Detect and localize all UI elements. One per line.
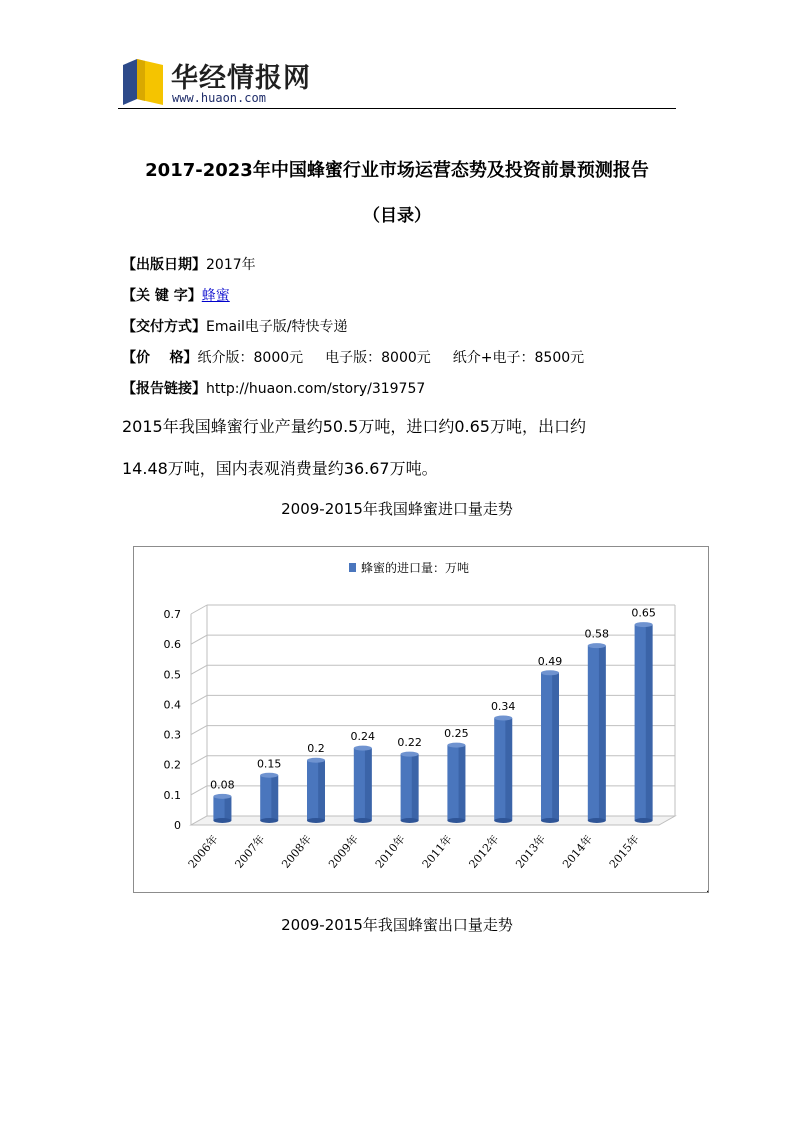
bar-bottom bbox=[635, 818, 653, 823]
gridline-side bbox=[191, 605, 207, 614]
x-tick-label: 2011年 bbox=[419, 832, 455, 871]
bar bbox=[588, 643, 606, 823]
data-label: 0.22 bbox=[397, 736, 422, 750]
data-label: 0.15 bbox=[256, 757, 282, 771]
bar-top bbox=[354, 746, 372, 751]
bar-shade bbox=[365, 748, 372, 820]
body-paragraph-line2: 14.48万吨，国内表观消费量约36.67万吨。 bbox=[122, 459, 438, 478]
bar-top bbox=[260, 773, 278, 778]
x-axis bbox=[185, 832, 642, 871]
y-tick-label: 0.2 bbox=[163, 758, 181, 772]
price-paper: 纸介版：8000元 bbox=[197, 350, 304, 366]
meta-keyword bbox=[122, 285, 230, 305]
meta-delivery-value: Email电子版/特快专递 bbox=[206, 319, 348, 335]
bar-top bbox=[307, 758, 325, 763]
y-tick-label: 0.4 bbox=[163, 698, 181, 712]
bar-shade bbox=[505, 718, 512, 820]
bar-shade bbox=[459, 745, 466, 820]
gridline-side bbox=[191, 665, 207, 674]
bar-shade bbox=[412, 754, 419, 820]
chart-corner-mark: . bbox=[706, 884, 710, 895]
bar-top bbox=[588, 643, 606, 648]
x-tick-label: 2012年 bbox=[466, 832, 502, 871]
y-tick-label: 0.6 bbox=[163, 638, 181, 652]
bar-top bbox=[447, 743, 465, 748]
bar-bottom bbox=[401, 818, 419, 823]
bar bbox=[494, 716, 512, 823]
bar-shade bbox=[271, 775, 278, 820]
import-chart-svg bbox=[134, 547, 708, 892]
gridline-side bbox=[191, 756, 207, 765]
meta-price bbox=[122, 347, 584, 367]
data-label: 0.49 bbox=[537, 654, 563, 668]
bar bbox=[541, 670, 559, 823]
y-tick-label: 0.1 bbox=[163, 788, 181, 802]
bar-bottom bbox=[213, 818, 231, 823]
meta-date-key: 【出版日期】 bbox=[122, 257, 206, 273]
price-bundle: 纸介+电子：8500元 bbox=[452, 350, 585, 366]
x-tick-label: 2006年 bbox=[185, 832, 221, 871]
legend-swatch bbox=[349, 563, 356, 572]
y-tick-label: 0.5 bbox=[163, 668, 181, 682]
bar-top bbox=[541, 670, 559, 675]
data-label: 0.25 bbox=[444, 727, 469, 741]
bar-top bbox=[401, 752, 419, 757]
report-subtitle: （目录） bbox=[363, 206, 431, 226]
x-tick-label: 2013年 bbox=[513, 832, 549, 871]
bar-bottom bbox=[447, 818, 465, 823]
bar-bottom bbox=[588, 818, 606, 823]
x-tick-label: 2014年 bbox=[560, 832, 596, 871]
meta-link-key: 【报告链接】 bbox=[122, 381, 206, 397]
y-tick-label: 0 bbox=[174, 819, 181, 832]
export-chart-caption: 2009-2015年我国蜂蜜出口量走势 bbox=[281, 916, 513, 934]
bar-bottom bbox=[541, 818, 559, 823]
logo-url: www.huaon.com bbox=[172, 91, 266, 105]
gridline-side bbox=[191, 695, 207, 704]
bar-shade bbox=[552, 673, 559, 821]
bar bbox=[260, 773, 278, 823]
meta-date bbox=[122, 254, 256, 274]
data-label: 0.08 bbox=[210, 778, 235, 792]
bar bbox=[307, 758, 325, 823]
import-chart-caption: 2009-2015年我国蜂蜜进口量走势 bbox=[281, 500, 513, 518]
meta-delivery bbox=[122, 316, 348, 336]
bar-series bbox=[213, 622, 652, 823]
bar-bottom bbox=[354, 818, 372, 823]
bar bbox=[354, 746, 372, 823]
x-tick-label: 2007年 bbox=[232, 832, 268, 871]
y-tick-label: 0.3 bbox=[163, 728, 181, 742]
x-tick-label: 2015年 bbox=[606, 832, 642, 871]
data-label: 0.34 bbox=[490, 700, 516, 714]
logo-icon bbox=[123, 59, 163, 105]
keyword-link[interactable]: 蜂蜜 bbox=[201, 288, 230, 304]
bar-bottom bbox=[260, 818, 278, 823]
meta-delivery-key: 【交付方式】 bbox=[122, 319, 206, 335]
import-chart bbox=[133, 546, 709, 893]
data-label: 0.24 bbox=[350, 730, 376, 744]
bar-shade bbox=[646, 625, 653, 821]
bar-shade bbox=[318, 760, 325, 820]
meta-keyword-key: 【关 键 字】 bbox=[122, 288, 202, 304]
data-label: 0.2 bbox=[307, 742, 325, 756]
y-axis bbox=[164, 608, 182, 832]
meta-link bbox=[122, 378, 425, 398]
x-tick-label: 2009年 bbox=[326, 832, 362, 871]
meta-date-value: 2017年 bbox=[206, 257, 256, 273]
price-electronic: 电子版：8000元 bbox=[325, 350, 431, 366]
bar bbox=[635, 622, 653, 823]
gridline-side bbox=[191, 635, 207, 644]
bar-top bbox=[635, 622, 653, 627]
chart-legend bbox=[349, 560, 469, 575]
meta-price-key: 【价 格】 bbox=[122, 350, 198, 366]
x-tick-label: 2010年 bbox=[372, 832, 408, 871]
body-paragraph-line1: 2015年我国蜂蜜行业产量约50.5万吨，进口约0.65万吨，出口约 bbox=[122, 417, 586, 436]
report-link[interactable]: http://huaon.com/story/319757 bbox=[206, 381, 426, 397]
legend-label: 蜂蜜的进口量：万吨 bbox=[361, 561, 470, 575]
x-tick-label: 2008年 bbox=[279, 832, 315, 871]
bar bbox=[401, 752, 419, 823]
gridline-side bbox=[191, 726, 207, 735]
bar bbox=[447, 743, 465, 823]
bar-bottom bbox=[494, 818, 512, 823]
data-label: 0.65 bbox=[631, 606, 656, 620]
bar-shade bbox=[225, 796, 232, 820]
bar-top bbox=[213, 794, 231, 799]
logo-text: 华经情报网 bbox=[171, 63, 311, 94]
bar-top bbox=[494, 716, 512, 721]
bar-shade bbox=[599, 646, 606, 821]
bar bbox=[213, 794, 231, 823]
bar-bottom bbox=[307, 818, 325, 823]
gridline-side bbox=[191, 786, 207, 795]
y-tick-label: 0.7 bbox=[163, 608, 181, 621]
data-label: 0.58 bbox=[584, 627, 610, 641]
header-divider bbox=[118, 108, 676, 109]
report-title: 2017-2023年中国蜂蜜行业市场运营态势及投资前景预测报告 bbox=[145, 160, 649, 181]
